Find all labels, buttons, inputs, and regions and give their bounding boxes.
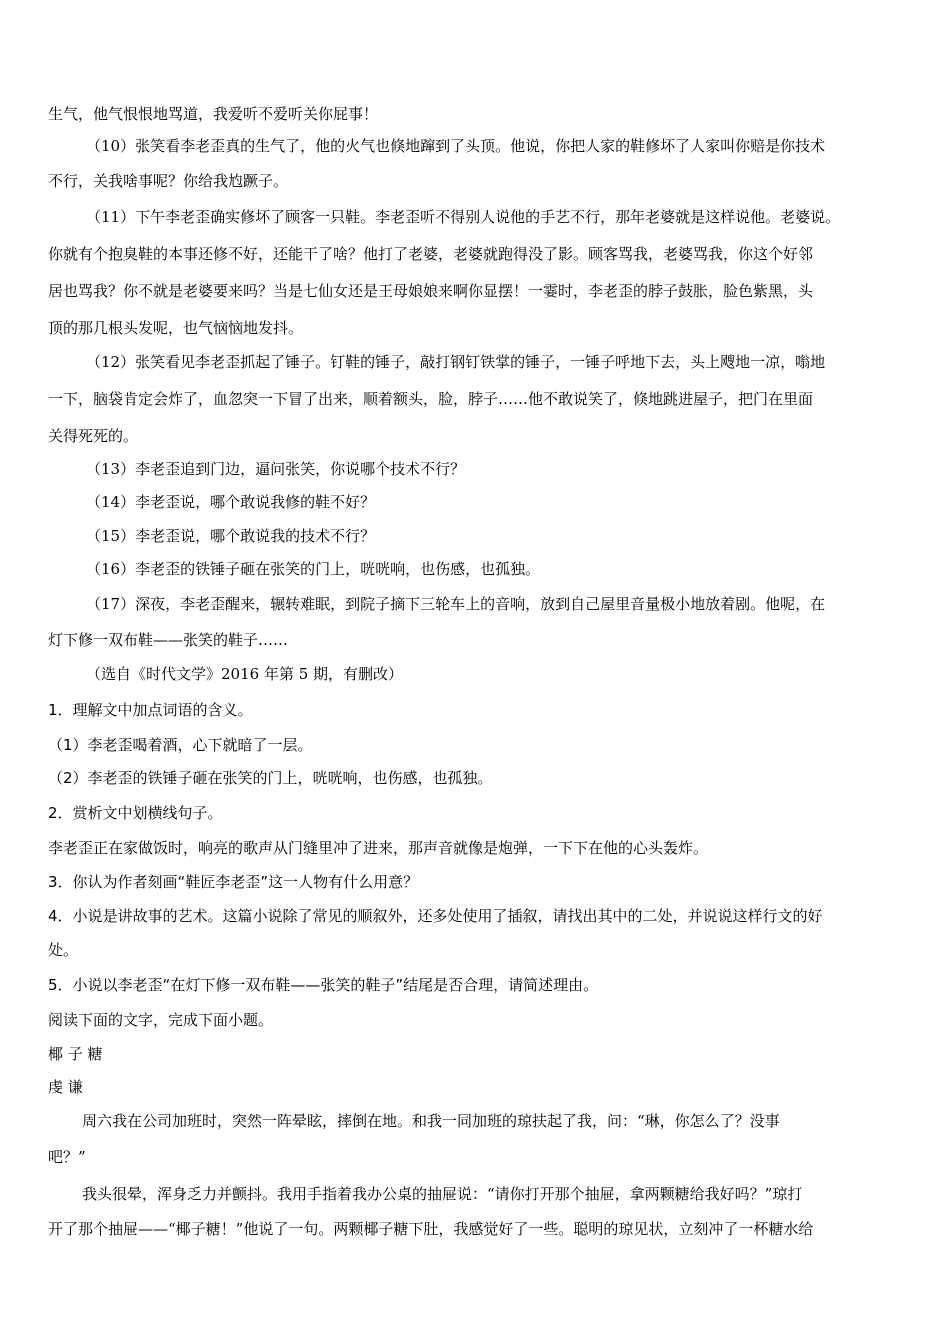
story1-p11-line2: 你就有个抱臭鞋的本事还修不好，还能干了啥？他打了老婆，老婆就跑得没了影。顾客骂我，老婆骂我，你这个好邻 xyxy=(48,245,814,263)
question-3: 3．你认为作者刻画“鞋匠李老歪”这一人物有什么用意？ xyxy=(48,873,419,891)
story1-p9-tail: 生气，他气恨恨地骂道，我爱听不爱听关你屁事！ xyxy=(48,105,379,123)
story1-p11-line1: （11）下午李老歪确实修坏了顾客一只鞋。李老歪听不得别人说他的手艺不行，那年老婆就是这样说他。老婆说。 xyxy=(86,208,841,226)
story2-title: 椰 子 糖 xyxy=(48,1045,103,1063)
story1-p15: （15）李老歪说，哪个敢说我的技术不行？ xyxy=(86,527,376,545)
story1-p17-line2: 灯下修一双布鞋——张笑的鞋子…… xyxy=(48,631,289,649)
story2-p1-line1: 周六我在公司加班时，突然一阵晕眩，摔倒在地。和我一同加班的琼扶起了我，问：“琳，你怎么了？没事 xyxy=(82,1112,780,1130)
story1-p12-line2: 一下，脑袋肯定会炸了，血忽突一下冒了出来，顺着额头，脸，脖子……他不敢说笑了，倏地跳进屋子，把门在里面 xyxy=(48,390,814,408)
story1-p16: （16）李老歪的铁锤子砸在张笑的门上，咣咣响，也伤感，也孤独。 xyxy=(86,560,541,578)
story2-author: 虔 谦 xyxy=(48,1078,83,1096)
question-2: 2．赏析文中划横线句子。 xyxy=(48,804,223,822)
story2-p2-line2: 开了那个抽屉——“椰子糖！”他说了一句。两颗椰子糖下肚，我感觉好了一些。聪明的琼见状，立刻冲了一杯糖水给 xyxy=(48,1220,814,1238)
story1-p10-line2: 不行，关我啥事呢？你给我尥蹶子。 xyxy=(48,172,289,190)
story1-p11-line4: 顶的那几根头发呢，也气恼恼地发抖。 xyxy=(48,319,304,337)
story1-p10-line1: （10）张笑看李老歪真的生气了，他的火气也倏地蹿到了头顶。他说，你把人家的鞋修坏了人家叫你赔是你技术 xyxy=(86,137,826,155)
story1-source: （选自《时代文学》2016 年第 5 期，有删改） xyxy=(86,665,404,683)
question-2-sentence: 李老歪正在家做饭时，响亮的歌声从门缝里冲了进来，那声音就像是炮弹，一下下在他的心头轰炸。 xyxy=(48,839,709,857)
story1-p12-line3: 关得死死的。 xyxy=(48,427,139,445)
story1-p14: （14）李老歪说，哪个敢说我修的鞋不好？ xyxy=(86,493,376,511)
question-1: 1．理解文中加点词语的含义。 xyxy=(48,701,253,719)
question-1-item-1: （1）李老歪喝着酒，心下就暗了一层。 xyxy=(48,736,313,754)
question-5: 5．小说以李老歪“在灯下修一双布鞋——张笑的鞋子”结尾是否合理，请简述理由。 xyxy=(48,976,599,994)
story1-p13: （13）李老歪追到门边，逼问张笑，你说哪个技术不行？ xyxy=(86,460,466,478)
story2-p2-line1: 我头很晕，浑身乏力并颤抖。我用手指着我办公桌的抽屉说：“请你打开那个抽屉，拿两颗糖给我好吗？”琼打 xyxy=(82,1185,803,1203)
story2-p1-line2: 吧？” xyxy=(48,1148,86,1166)
question-4-line1: 4．小说是讲故事的艺术。这篇小说除了常见的顺叙外，还多处使用了插叙，请找出其中的二处，并说说这样行文的好 xyxy=(48,907,823,925)
story1-p11-line3: 居也骂我？你不就是老婆要来吗？当是七仙女还是王母娘娘来啊你显摆！一霎时，李老歪的脖子鼓胀，脸色紫黑，头 xyxy=(48,282,814,300)
story2-instruction: 阅读下面的文字，完成下面小题。 xyxy=(48,1011,274,1029)
story1-p17-line1: （17）深夜，李老歪醒来，辗转难眠，到院子摘下三轮车上的音响，放到自己屋里音量极小地放着剧。他呢，在 xyxy=(86,595,826,613)
question-4-line2: 处。 xyxy=(48,941,79,959)
question-1-item-2: （2）李老歪的铁锤子砸在张笑的门上，咣咣响，也伤感，也孤独。 xyxy=(48,769,493,787)
story1-p12-line1: （12）张笑看见李老歪抓起了锤子。钉鞋的锤子，敲打钢钉铁掌的锤子，一锤子呼地下去，头上飕地一凉，嗡地 xyxy=(86,353,826,371)
